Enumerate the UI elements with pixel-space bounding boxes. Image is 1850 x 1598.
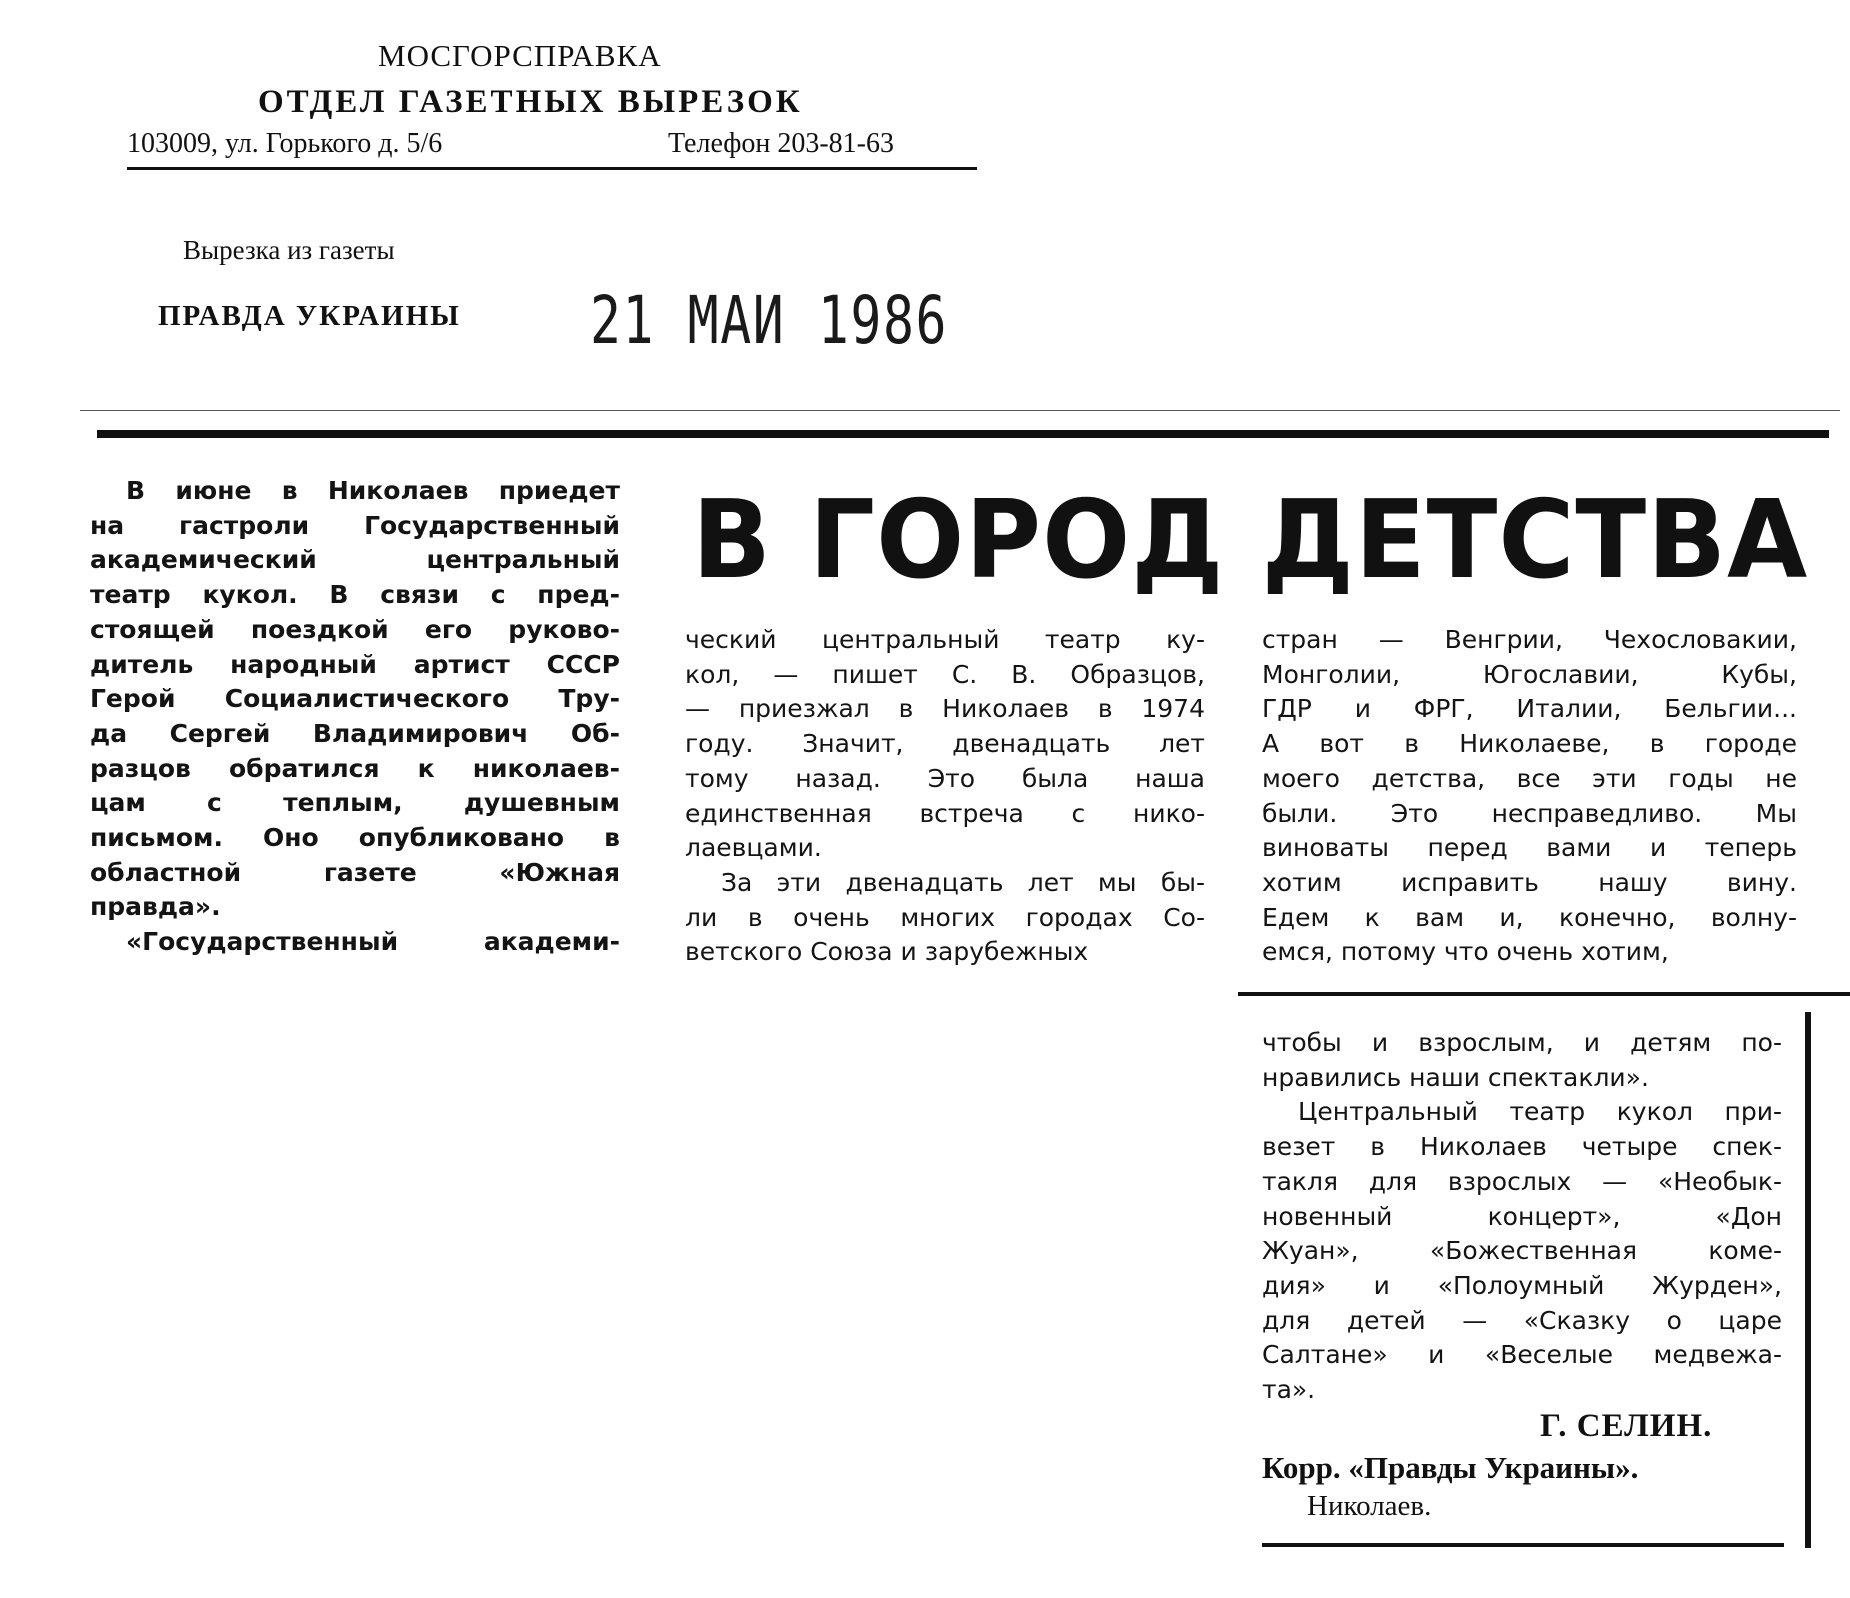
text-line: емся, потому что очень хотим,	[1262, 937, 1669, 967]
text-line: та».	[1262, 1375, 1316, 1405]
text-line: единственная встреча с нико-	[685, 798, 1205, 828]
text-line: академический центральный	[90, 545, 620, 575]
text-line: разцов обратился к николаев-	[90, 753, 620, 783]
text-line: новенный концерт», «Дон	[1262, 1201, 1782, 1231]
article-column-continuation	[1262, 1026, 1782, 1408]
text-line: ГДР и ФРГ, Италии, Бельгии...	[1262, 694, 1797, 724]
article-top-rule	[97, 430, 1829, 438]
stamp-department: ОТДЕЛ ГАЗЕТНЫХ ВЫРЕЗОК	[258, 84, 803, 120]
clipping-label: Вырезка из газеты	[183, 235, 395, 265]
text-line: виноваты перед вами и теперь	[1262, 833, 1797, 863]
text-line: ветского Союза и зарубежных	[685, 937, 1089, 967]
text-line: областной газете «Южная	[90, 857, 620, 887]
date-stamp: 21 МАИ 1986	[590, 282, 949, 359]
text-line: дия» и «Полоумный Журден»,	[1262, 1270, 1782, 1300]
text-line: За эти двенадцать лет мы бы-	[721, 867, 1205, 897]
text-line: такля для взрослых — «Необык-	[1262, 1166, 1782, 1196]
article-headline: В ГОРОД ДЕТСТВА	[692, 478, 1809, 603]
article-bottom-rule	[1262, 1543, 1784, 1547]
clipping-right-border	[1805, 1012, 1811, 1548]
text-line: Центральный театр кукол при-	[1298, 1097, 1782, 1127]
text-line: кол, — пишет С. В. Образцов,	[685, 659, 1205, 689]
newspaper-name: ПРАВДА УКРАИНЫ	[158, 300, 461, 332]
article-column-rule	[1238, 992, 1850, 996]
text-line: нравились наши спектакли».	[1262, 1062, 1649, 1092]
text-line: на гастроли Государственный	[90, 510, 620, 540]
stamp-address: 103009, ул. Горького д. 5/6	[127, 128, 443, 159]
text-line: стран — Венгрии, Чехословакии,	[1262, 625, 1797, 654]
text-line: моего детства, все эти годы не	[1262, 763, 1797, 793]
stamp-phone: Телефон 203-81-63	[668, 128, 894, 159]
stamp-agency: МОСГОРСПРАВКА	[378, 38, 662, 73]
text-line: В июне в Николаев приедет	[126, 476, 620, 505]
text-line: Монголии, Югославии, Кубы,	[1262, 659, 1797, 689]
text-line: были. Это несправедливо. Мы	[1262, 798, 1797, 828]
text-line: да Сергей Владимирович Об-	[90, 718, 620, 748]
text-line: — приезжал в Николаев в 1974	[685, 694, 1205, 724]
text-line: Салтане» и «Веселые медвежа-	[1262, 1340, 1782, 1370]
text-line: чтобы и взрослым, и детям по-	[1262, 1028, 1782, 1057]
article-author-role: Корр. «Правды Украины».	[1262, 1450, 1639, 1485]
article-column-left	[90, 474, 620, 960]
article-city: Николаев.	[1307, 1490, 1432, 1522]
text-line: ческий центральный театр ку-	[685, 625, 1205, 654]
text-line: театр кукол. В связи с пред-	[90, 580, 620, 610]
text-line: Герой Социалистического Тру-	[90, 684, 620, 714]
text-line: для детей — «Сказку о царе	[1262, 1305, 1782, 1335]
text-line: правда».	[90, 892, 221, 922]
text-line: цам с теплым, душевным	[90, 788, 620, 818]
text-line: лаевцами.	[685, 833, 822, 863]
article-column-right	[1262, 623, 1797, 970]
stamp-divider	[127, 167, 977, 170]
text-line: дитель народный артист СССР	[90, 649, 620, 679]
text-line: «Государственный академи-	[126, 927, 620, 957]
text-line: письмом. Оно опубликовано в	[90, 823, 620, 853]
clipping-edge-line	[80, 410, 1840, 411]
text-line: стоящей поездкой его руково-	[90, 614, 620, 644]
text-line: тому назад. Это была наша	[685, 763, 1205, 793]
text-line: Едем к вам и, конечно, волну-	[1262, 902, 1797, 932]
text-line: Жуан», «Божественная коме-	[1262, 1236, 1782, 1266]
text-line: году. Значит, двенадцать лет	[685, 729, 1205, 759]
text-line: везет в Николаев четыре спек-	[1262, 1132, 1782, 1162]
text-line: А вот в Николаеве, в городе	[1262, 729, 1797, 759]
text-line: хотим исправить нашу вину.	[1262, 867, 1797, 897]
article-column-middle	[685, 623, 1205, 970]
text-line: ли в очень многих городах Со-	[685, 902, 1205, 932]
article-author: Г. СЕЛИН.	[1540, 1408, 1713, 1444]
